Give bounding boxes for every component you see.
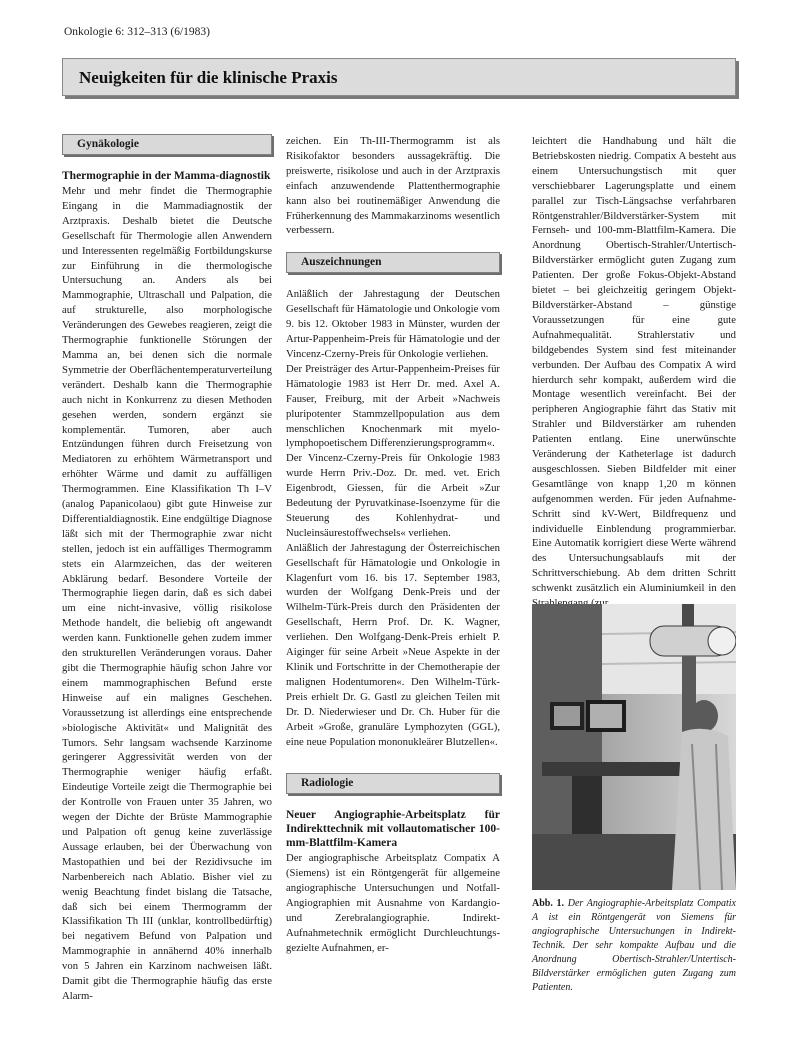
article-body-angiographie: Der angiographische Arbeitsplatz Compatix A (Siemens) ist ein Röntgengerät für allgemeine angiographische Untersuchungen und Notfall-Angiographien mit Ausnahme von Kardangio- und Zerebralangiographie. Indirekt-Aufnahmetechnik ermöglicht Durchleuchtungs-gezielte Aufnahmen, er- [286,852,500,954]
awards-paragraph-2: Der Preisträger des Artur-Pappenheim-Preises für Hämatologie 1983 ist Herr Dr. med. Axel A. Fauser, Freiburg, mit der Arbeit »Nachweis pluripotenter Stammzellpopulation aus dem menschlichen Knochenmark mit myelo-lymphopoetischem Differenzierungsprogramm«. [286,362,500,450]
section-heading-auszeichnungen: Auszeichnungen [286,252,500,273]
figure-caption [532,897,736,995]
banner-title: Neuigkeiten für die klinische Praxis [79,68,338,87]
figure-label: Abb. 1. [532,898,565,909]
column-3 [532,134,736,611]
column-2 [286,134,500,956]
section-heading-radiologie: Radiologie [286,773,500,794]
section-heading-gynaekologie: Gynäkologie [62,134,272,155]
article-body-thermographie-continued: zeichen. Ein Th-III-Thermogramm ist als Risikofaktor besonders aussagekräftig. Die preiswerte, risikolose und auch in der Arztpraxis einfach anzuwendende Plattenthermographie kann also bei routinemäßiger Anwendung die Früherkennung des Mammakarzinoms wesentlich verbessern. [286,135,500,237]
photo-illustration [532,604,736,890]
awards-paragraph-4: Anläßlich der Jahrestagung der Österreichischen Gesellschaft für Hämatologie und Onkologie in Klagenfurt vom 16. bis 17. September 1983, wurden der Wolfgang Denk-Preis und der Wilhelm-Türk-Preis durch den Präsidenten der Gesellschaft, Herrn Prof. Dr. K. Wagner, verliehen. Den Wolfgang-Denk-Preis erhielt P. Aiginger für seine Arbeit »Neue Aspekte in der Klinik und Fortschritte in der Chemotherapie der malignen Hodentumoren«. Den Wilhelm-Türk-Preis erhielt Dr. G. Gastl zu gleichen Teilen mit Dr. D. Niederwieser und Dr. Ch. Huber für die Arbeit »Große, granuläre Lymphozyten (GGL), eine neue Population mononukleärer Blutzellen«. [286,541,500,748]
article-body-angiographie-continued: leichtert die Handhabung und hält die Betriebskosten niedrig. Compatix A besteht aus einem Untersuchungstisch mit quer verschiebbarer Lagerungsplatte und einem parallel zur Tisch-Längsachse verfahrbaren Röntgenstrahler/Bildverstärker-System mit Fernseh- und 100-mm-Blattfilm-Kamera. Die Anordnung Obertisch-Strahler/Untertisch-Bildverstärker ermöglicht guten Zugang zum Patienten. Der große Fokus-Objekt-Abstand bietet – bei gleichzeitig geringem Objekt-Bildverstärker-Abstand – günstige Voraussetzungen für eine gute Aufnahmequalität. Strahlerstativ und bildgebendes System sind fest miteinander verbunden. Der Aufbau des Compatix A wird hierdurch sehr kompakt, außerdem wird die Montage wesentlich vereinfacht. Bei der peripheren Angiographie fährt das Stativ mit Strahler und Bildverstärker am ruhenden Patienten entlang. Eine unerwünschte Veränderung der Katheterlage ist dadurch ausgeschlossen. Sieben Bildfelder mit einer Gesamtlänge von knapp 1,20 m können aufgenommen werden. Für jeden Aufnahme-Schritt sind kV-Wert, Bildfrequenz und individuelle Einblendung programmierbar. Eine Automatik korrigiert diese Werte während des Untersuchungsablaufs mit der Schrittverschiebung. Ab dem dritten Schritt schwenkt zusätzlich ein Aluminiumkeil in den [532,135,736,595]
journal-reference: Onkologie 6: 312–313 (6/1983) [64,26,210,38]
article-title-thermographie: Thermographie in der Mamma-diagnostik [62,170,271,182]
figure-photo-angiography-workstation [532,604,736,890]
figure-caption-text: Der Angiographie-Arbeitsplatz Compatix A ist ein Röntgengerät von Siemens für angiographische Untersuchungen in Indirekt-Technik. Der sehr kompakte Aufbau und die Anordnung Obertisch-Strahler/Untertisch-Bildverstärker ermöglichen guten Zugang zum Patienten. [532,898,736,993]
awards-paragraph-1: Anläßlich der Jahrestagung der Deutschen Gesellschaft für Hämatologie und Onkologie vom 9. bis 12. Oktober 1983 in Münster, wurden der Artur-Pappenheim-Preis für Hämatologie und der Vincenz-Czerny-Preis für Onkologie verliehen. [286,288,500,360]
column-1 [62,134,272,1004]
article-title-angiographie: Neuer Angiographie-Arbeitsplatz für Indirekttechnik mit vollautomatischer 100-mm-Blattfilm-Kamera [286,809,500,850]
section-banner [62,58,736,96]
article-body-thermographie: Mehr und mehr findet die Thermographie Eingang in die Mammadiagnostik der Arztpraxis. Deshalb bietet die Deutsche Gesellschaft für Thermologie allen Anwendern und Interessenten regelmäßig Fortbildungskurse zur Einführung in die thermologische Untersuchung an. Anders als bei Mammographie, Ultraschall und Palpation, die auf strukturelle, also morphologische Veränderungen des Gewebes reagieren, zeigt die Thermographie funktionelle Störungen der Mamma an, bei denen sich die normale Symmetrie der Oberflächentemperaturverteilung verändert. Deshalb kann die Thermographie auch nicht in Konkurrenz zu diesen Methoden gesehen werden, sondern ergänzt sie komplementär. Tumoren, aber auch Entzündungen führen durch Freisetzung von Mediatoren zu erhöhtem Wärmetransport und erhöhter Wärme und damit zu auffälligen Thermogrammen. Eine Klassifikation Th I–V (analog Papanicolaou) gibt gute Hinweise zur Differentialdiagnostik. Eine endgültige Diagnose läßt sich mit der Thermographie zwar nicht stellen, jedoch ist ein auffälliges Thermogramm stets ein Alarmzeichen, das der weiteren Abklärung bedarf. Besondere Vorteile der Thermographie liegen darin, daß es sich dabei um eine nicht-invasive, völlig risikolose Methode handelt, die beliebig oft angewandt werden kann. Funktionelle gehen zudem immer den strukturellen Veränderungen voraus. Daher gibt die Thermographie häufig schon Jahre vor einem mammographischen Befund erste Hinweise auf ein malignes Geschehen. Voraussetzung ist allerdings eine entsprechende »biologische Aktivität« und Malignität des Tumors. Sehr langsam wachsende Karzinome geringerer Aggressivität werden von der Thermographie weniger häufig erfaßt. Eindeutige Vorteile zeigt die Thermographie bei der Kontrolle von Frauen unter 35 Jahren, wo wegen der Dichte der Brüste Mammographie und Palpation oft genug keine zuverlässige Aussage erlauben, bei der Überwachung von Mastopathien und bei der Rezidivsuche im Narbenbereich nach Ablatio. Bisher viel zu wenig Beachtung findet bislang die Tatsache, daß sich bei einem Thermogramm der Klassifikation Th III (unklar, kontrollbedürftig) bei negativem Befund von Palpation und Mammographie in annähernd 40% innerhalb von 5 Jahren ein Karzinom nachweisen läßt. Damit gibt die Thermographie häufig das erste Alarm- [62,185,272,1002]
awards-paragraph-3: Der Vincenz-Czerny-Preis für Onkologie 1983 wurde Herrn Priv.-Doz. Dr. med. vet. Erich Eigenbrodt, Giessen, für die Arbeit »Zur Bedeutung der Pyruvatkinase-Isoenzyme für die Steuerung des Kohlenhydrat- und Nucleinsäurestoffwechsels« verliehen. [286,452,500,539]
